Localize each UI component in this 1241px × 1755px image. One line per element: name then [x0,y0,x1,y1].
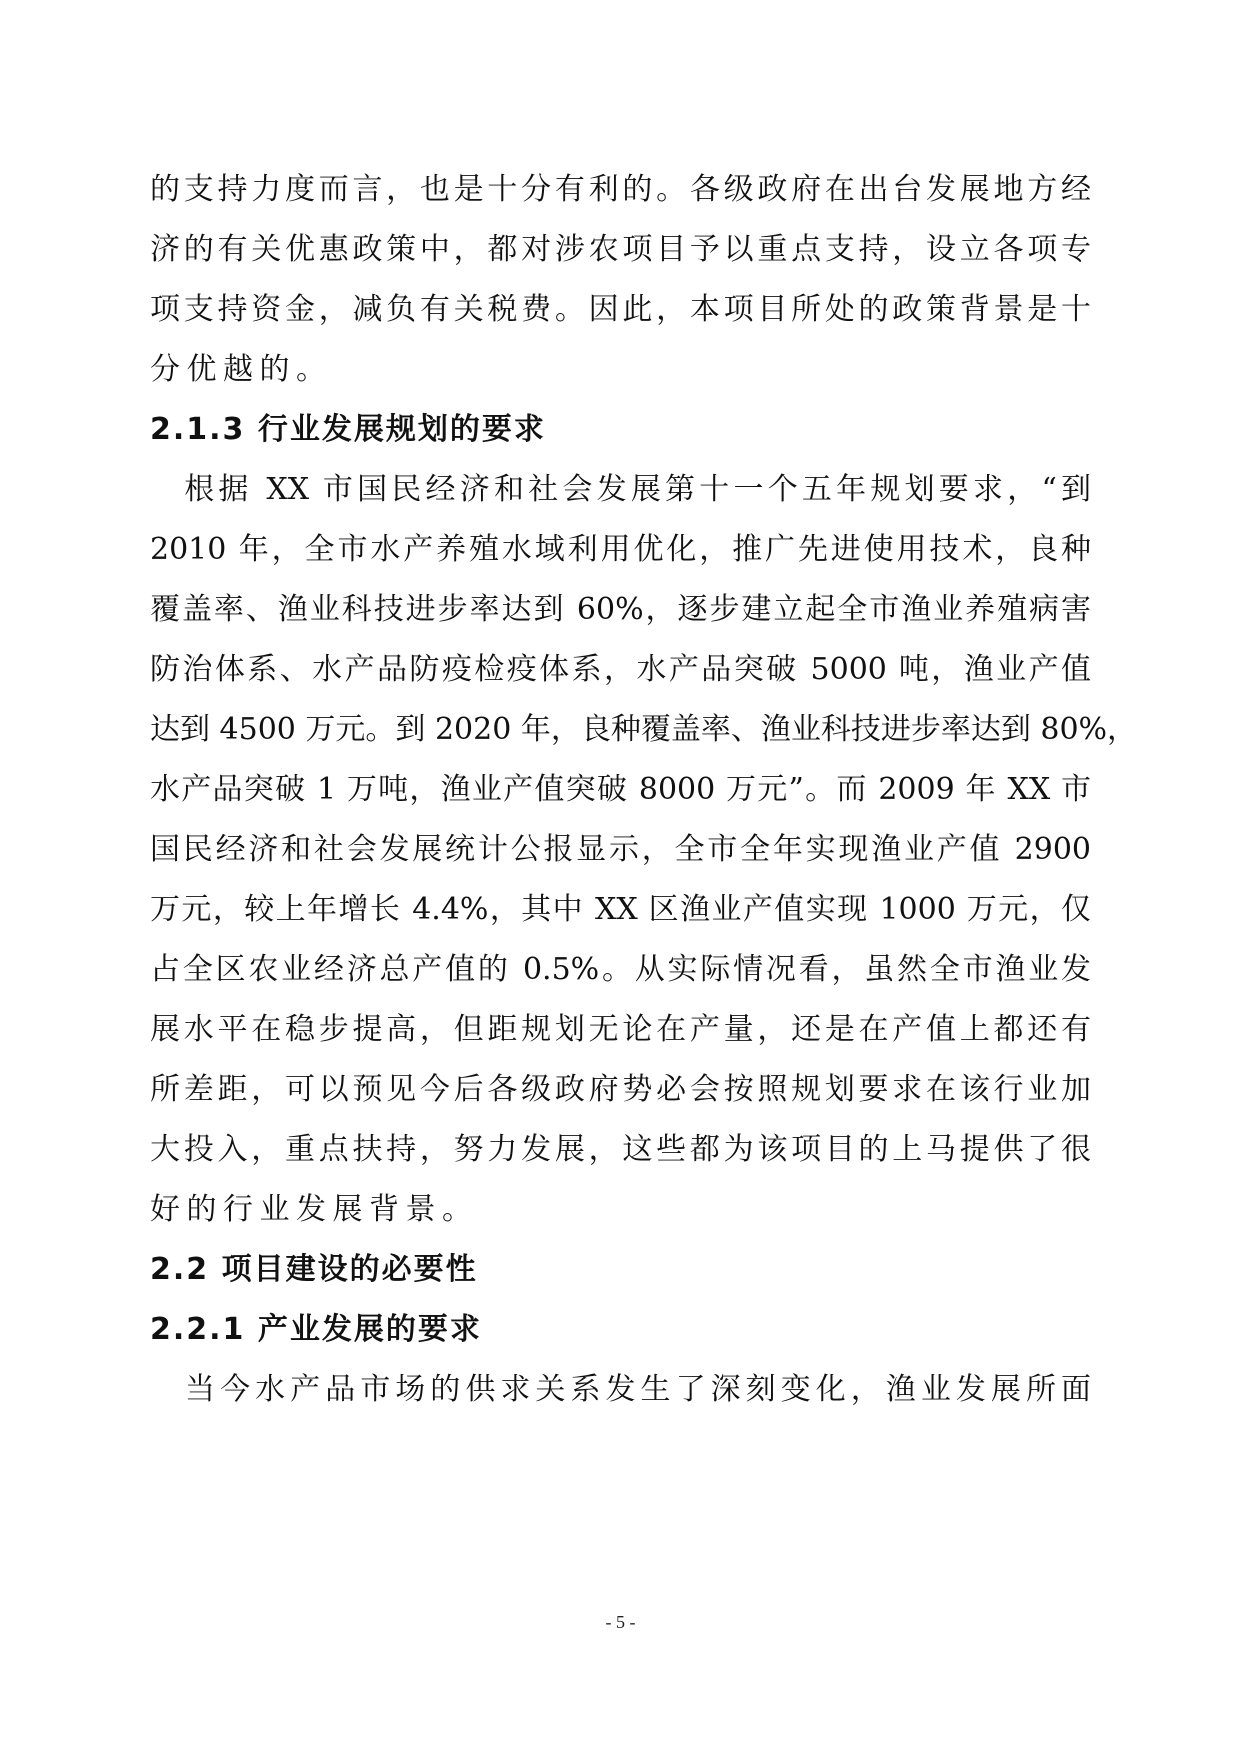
paragraph-line: 好的行业发展背景。 [150,1192,479,1227]
paragraph-line: 大投入，重点扶持，努力发展，这些都为该项目的上马提供了很 [150,1132,1091,1167]
paragraph-line: 水产品突破 1 万吨，渔业产值突破 8000 万元”。而 2009 年 XX 市 [150,772,1091,807]
paragraph-line: 万元，较上年增长 4.4%，其中 XX 区渔业产值实现 1000 万元，仅 [150,892,1091,927]
paragraph-line: 分优越的。 [150,352,333,387]
paragraph-line: 的支持力度而言，也是十分有利的。各级政府在出台发展地方经 [150,172,1091,207]
paragraph-line: 占全区农业经济总产值的 0.5%。从实际情况看，虽然全市渔业发 [150,952,1091,987]
section-heading-2-2-1: 2.2.1 产业发展的要求 [150,1312,482,1347]
section-heading-2-2: 2.2 项目建设的必要性 [150,1252,478,1287]
paragraph-line: 所差距，可以预见今后各级政府势必会按照规划要求在该行业加 [150,1072,1091,1107]
paragraph-line: 济的有关优惠政策中，都对涉农项目予以重点支持，设立各项专 [150,232,1091,267]
paragraph-line: 防治体系、水产品防疫检疫体系，水产品突破 5000 吨，渔业产值 [150,652,1091,687]
paragraph-line: 展水平在稳步提高，但距规划无论在产量，还是在产值上都还有 [150,1012,1091,1047]
paragraph-line: 国民经济和社会发展统计公报显示，全市全年实现渔业产值 2900 [150,832,1091,867]
paragraph-line: 2010 年，全市水产养殖水域利用优化，推广先进使用技术，良种 [150,532,1091,567]
paragraph-line: 根据 XX 市国民经济和社会发展第十一个五年规划要求，“到 [150,472,1091,507]
paragraph-line: 达到 4500 万元。到 2020 年，良种覆盖率、渔业科技进步率达到 80%， [150,712,1138,747]
page-number: - 5 - [605,1612,636,1632]
section-heading-2-1-3: 2.1.3 行业发展规划的要求 [150,412,546,447]
paragraph-line: 项支持资金，减负有关税费。因此，本项目所处的政策背景是十 [150,292,1091,327]
paragraph-line: 覆盖率、渔业科技进步率达到 60%，逐步建立起全市渔业养殖病害 [150,592,1091,627]
paragraph-line: 当今水产品市场的供求关系发生了深刻变化，渔业发展所面 [150,1372,1091,1407]
